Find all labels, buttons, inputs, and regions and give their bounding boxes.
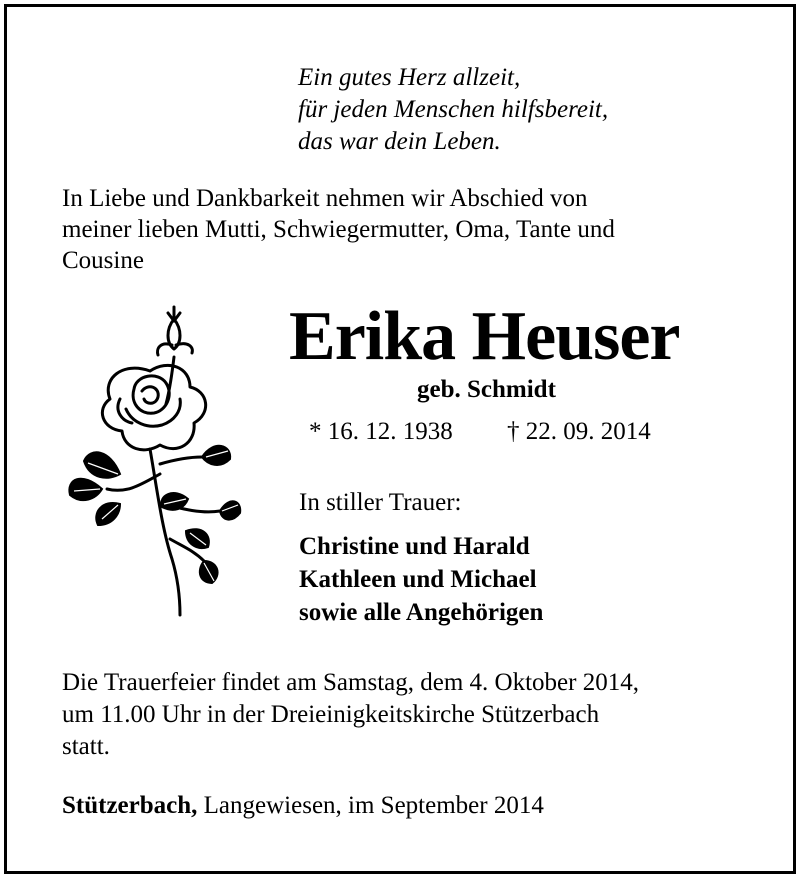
death-date: † 22. 09. 2014 — [507, 418, 651, 445]
deceased-name: Erika Heuser — [289, 298, 680, 375]
motto-line: für jeden Menschen hilfsbereit, — [298, 96, 609, 123]
obituary-notice — [4, 4, 796, 874]
mourning-label: In stiller Trauer: — [299, 489, 462, 516]
mourner-line: Christine und Harald — [299, 533, 530, 560]
motto-verse — [298, 62, 608, 158]
funeral-notice — [62, 667, 762, 763]
place-rest: Langewiesen, im September 2014 — [203, 792, 544, 819]
rose-icon — [62, 299, 242, 619]
mourner-line: sowie alle Angehörigen — [299, 599, 544, 626]
motto-line: das war dein Leben. — [298, 128, 501, 155]
place-primary: Stützerbach, — [62, 792, 198, 819]
funeral-line: statt. — [62, 733, 110, 760]
motto-line: Ein gutes Herz allzeit, — [298, 64, 521, 91]
life-dates — [309, 418, 651, 446]
funeral-line: Die Trauerfeier findet am Samstag, dem 4. Oktober 2014, — [62, 669, 639, 696]
intro-line: In Liebe und Dankbarkeit nehmen wir Abschied von — [62, 185, 588, 212]
funeral-line: um 11.00 Uhr in der Dreieinigkeitskirche Stützerbach — [62, 701, 600, 728]
mourners-list — [299, 530, 543, 629]
intro-line: Cousine — [62, 247, 144, 274]
place-date — [62, 792, 544, 820]
birth-date: * 16. 12. 1938 — [309, 418, 453, 445]
birth-name: geb. Schmidt — [417, 376, 556, 403]
intro-text — [62, 183, 752, 276]
mourner-line: Kathleen und Michael — [299, 566, 537, 593]
intro-line: meiner lieben Mutti, Schwiegermutter, Oma, Tante und — [62, 216, 615, 243]
